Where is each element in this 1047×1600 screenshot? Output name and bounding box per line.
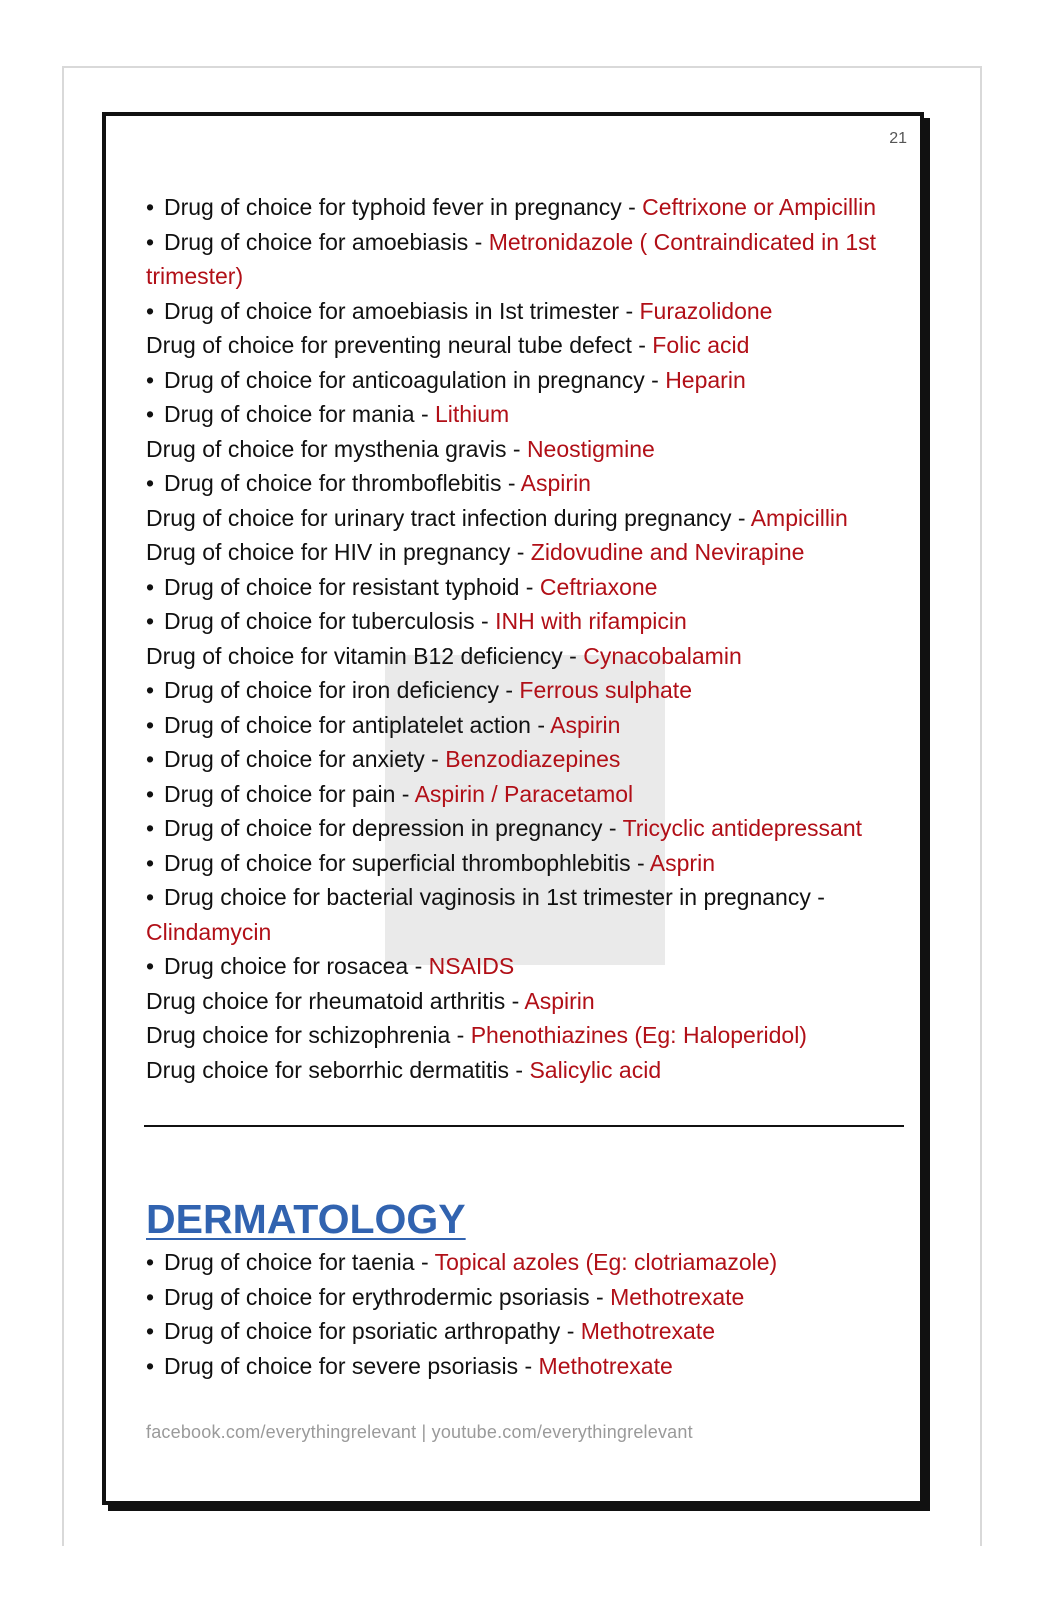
item-answer: Lithium bbox=[435, 401, 510, 427]
item-answer: Heparin bbox=[665, 366, 746, 393]
list-item bbox=[146, 1314, 906, 1349]
item-text: Drug of choice for amoebiasis in Ist trimester - bbox=[164, 297, 640, 324]
bullet-icon: • bbox=[146, 401, 155, 427]
item-text: Drug of choice for mysthenia gravis - bbox=[146, 435, 527, 462]
item-answer: Aspirin bbox=[520, 470, 591, 496]
item-text: Drug of choice for mania - bbox=[164, 401, 436, 427]
bullet-icon: • bbox=[146, 1283, 155, 1310]
item-text: Drug choice for schizophrenia - bbox=[146, 1022, 471, 1048]
list-item bbox=[146, 535, 906, 570]
item-answer: Clindamycin bbox=[146, 918, 272, 945]
bullet-icon: • bbox=[146, 194, 155, 220]
item-text: Drug of choice for anxiety - bbox=[164, 746, 446, 772]
item-answer: Cynacobalamin bbox=[583, 642, 742, 669]
item-answer: Ferrous sulphate bbox=[519, 677, 692, 703]
item-text: Drug of choice for iron deficiency - bbox=[164, 677, 520, 703]
list-item bbox=[146, 777, 906, 812]
list-item bbox=[146, 501, 906, 536]
list-item bbox=[146, 742, 906, 777]
list-item bbox=[146, 466, 906, 501]
bullet-icon: • bbox=[146, 366, 155, 393]
item-text: Drug of choice for severe psoriasis - bbox=[164, 1352, 539, 1379]
section-divider bbox=[144, 1125, 904, 1127]
item-text: Drug of choice for urinary tract infection during pregnancy - bbox=[146, 504, 751, 531]
item-answer: Ampicillin bbox=[750, 504, 848, 531]
footer-links: facebook.com/everythingrelevant | youtube.com/everythingrelevant bbox=[146, 1422, 693, 1442]
item-text: Drug of choice for amoebiasis - bbox=[164, 228, 489, 255]
list-item bbox=[146, 673, 906, 708]
drug-list bbox=[146, 190, 906, 1087]
list-item bbox=[146, 1280, 906, 1315]
item-answer: Benzodiazepines bbox=[445, 746, 621, 772]
bullet-icon: • bbox=[146, 1249, 155, 1275]
item-answer: Furazolidone bbox=[639, 297, 773, 324]
item-answer: Asprin bbox=[649, 849, 715, 876]
item-text: Drug choice for rosacea - bbox=[164, 953, 429, 979]
list-item bbox=[146, 1349, 906, 1384]
bullet-icon: • bbox=[146, 677, 155, 703]
bullet-icon: • bbox=[146, 953, 155, 979]
list-item bbox=[146, 1245, 906, 1280]
bullet-icon: • bbox=[146, 573, 155, 600]
bullet-icon: • bbox=[146, 746, 155, 772]
bullet-icon: • bbox=[146, 1318, 155, 1344]
item-text: Drug of choice for pain - bbox=[164, 780, 415, 807]
bullet-icon: • bbox=[146, 849, 155, 876]
item-text: Drug of choice for anticoagulation in pregnancy - bbox=[164, 366, 666, 393]
item-answer: Methotrexate bbox=[538, 1352, 673, 1379]
item-answer: Zidovudine and Nevirapine bbox=[530, 539, 805, 565]
item-text: Drug of choice for resistant typhoid - bbox=[164, 573, 540, 600]
list-item bbox=[146, 190, 906, 225]
list-item bbox=[146, 1053, 906, 1088]
dermatology-list bbox=[146, 1245, 906, 1383]
list-item bbox=[146, 397, 906, 432]
list-item bbox=[146, 604, 906, 639]
item-text: Drug of choice for superficial thrombophlebitis - bbox=[164, 849, 650, 876]
page-number: 21 bbox=[889, 130, 907, 147]
bullet-icon: • bbox=[146, 711, 155, 738]
item-answer: Tricyclic antidepressant bbox=[622, 815, 863, 841]
bullet-icon: • bbox=[146, 228, 155, 255]
item-answer: NSAIDS bbox=[428, 953, 515, 979]
item-text: Drug of choice for antiplatelet action - bbox=[164, 711, 551, 738]
item-text: Drug of choice for psoriatic arthropathy - bbox=[164, 1318, 581, 1344]
bullet-icon: • bbox=[146, 780, 155, 807]
list-item bbox=[146, 846, 906, 881]
item-answer: Ceftriaxone bbox=[539, 573, 658, 600]
list-item bbox=[146, 811, 906, 846]
list-item bbox=[146, 294, 906, 329]
bullet-icon: • bbox=[146, 608, 155, 634]
item-text: Drug choice for seborrhic dermatitis - bbox=[146, 1056, 530, 1083]
item-answer: Aspirin bbox=[550, 711, 621, 738]
bullet-icon: • bbox=[146, 297, 155, 324]
item-answer: Topical azoles (Eg: clotriamazole) bbox=[434, 1249, 778, 1275]
list-item bbox=[146, 949, 906, 984]
item-answer: Neostigmine bbox=[526, 435, 655, 462]
list-item bbox=[146, 984, 906, 1019]
list-item bbox=[146, 708, 906, 743]
item-text: Drug of choice for typhoid fever in pregnancy - bbox=[164, 194, 643, 220]
item-text: Drug of choice for taenia - bbox=[164, 1249, 435, 1275]
list-item bbox=[146, 639, 906, 674]
item-text: Drug of choice for vitamin B12 deficiency - bbox=[146, 642, 584, 669]
item-text: Drug of choice for preventing neural tube defect - bbox=[146, 332, 653, 358]
section-title: DERMATOLOGY bbox=[146, 1196, 466, 1242]
item-text: Drug of choice for thromboflebitis - bbox=[164, 470, 521, 496]
item-text: Drug of choice for erythrodermic psoriasis - bbox=[164, 1283, 611, 1310]
bullet-icon: • bbox=[146, 884, 155, 910]
item-text: Drug choice for bacterial vaginosis in 1st trimester in pregnancy - bbox=[164, 884, 825, 910]
list-item bbox=[146, 225, 906, 294]
bullet-icon: • bbox=[146, 1352, 155, 1379]
item-answer: INH with rifampicin bbox=[495, 608, 687, 634]
list-item bbox=[146, 432, 906, 467]
item-answer: Aspirin bbox=[524, 987, 595, 1014]
item-answer: Methotrexate bbox=[580, 1318, 715, 1344]
item-text: Drug of choice for depression in pregnancy - bbox=[164, 815, 623, 841]
item-answer: Methotrexate bbox=[610, 1283, 745, 1310]
list-item bbox=[146, 880, 906, 949]
bullet-icon: • bbox=[146, 815, 155, 841]
item-text: Drug of choice for HIV in pregnancy - bbox=[146, 539, 531, 565]
item-answer: Metronidazole ( Contraindicated in 1st trimester) bbox=[146, 228, 877, 289]
list-item bbox=[146, 328, 906, 363]
list-item bbox=[146, 1018, 906, 1053]
item-answer: Ceftrixone or Ampicillin bbox=[642, 194, 877, 220]
item-answer: Salicylic acid bbox=[529, 1056, 662, 1083]
item-answer: Folic acid bbox=[652, 332, 750, 358]
list-item bbox=[146, 570, 906, 605]
item-answer: Aspirin / Paracetamol bbox=[414, 780, 634, 807]
bullet-icon: • bbox=[146, 470, 155, 496]
list-item bbox=[146, 363, 906, 398]
item-answer: Phenothiazines (Eg: Haloperidol) bbox=[470, 1022, 807, 1048]
item-text: Drug choice for rheumatoid arthritis - bbox=[146, 987, 525, 1014]
item-text: Drug of choice for tuberculosis - bbox=[164, 608, 496, 634]
